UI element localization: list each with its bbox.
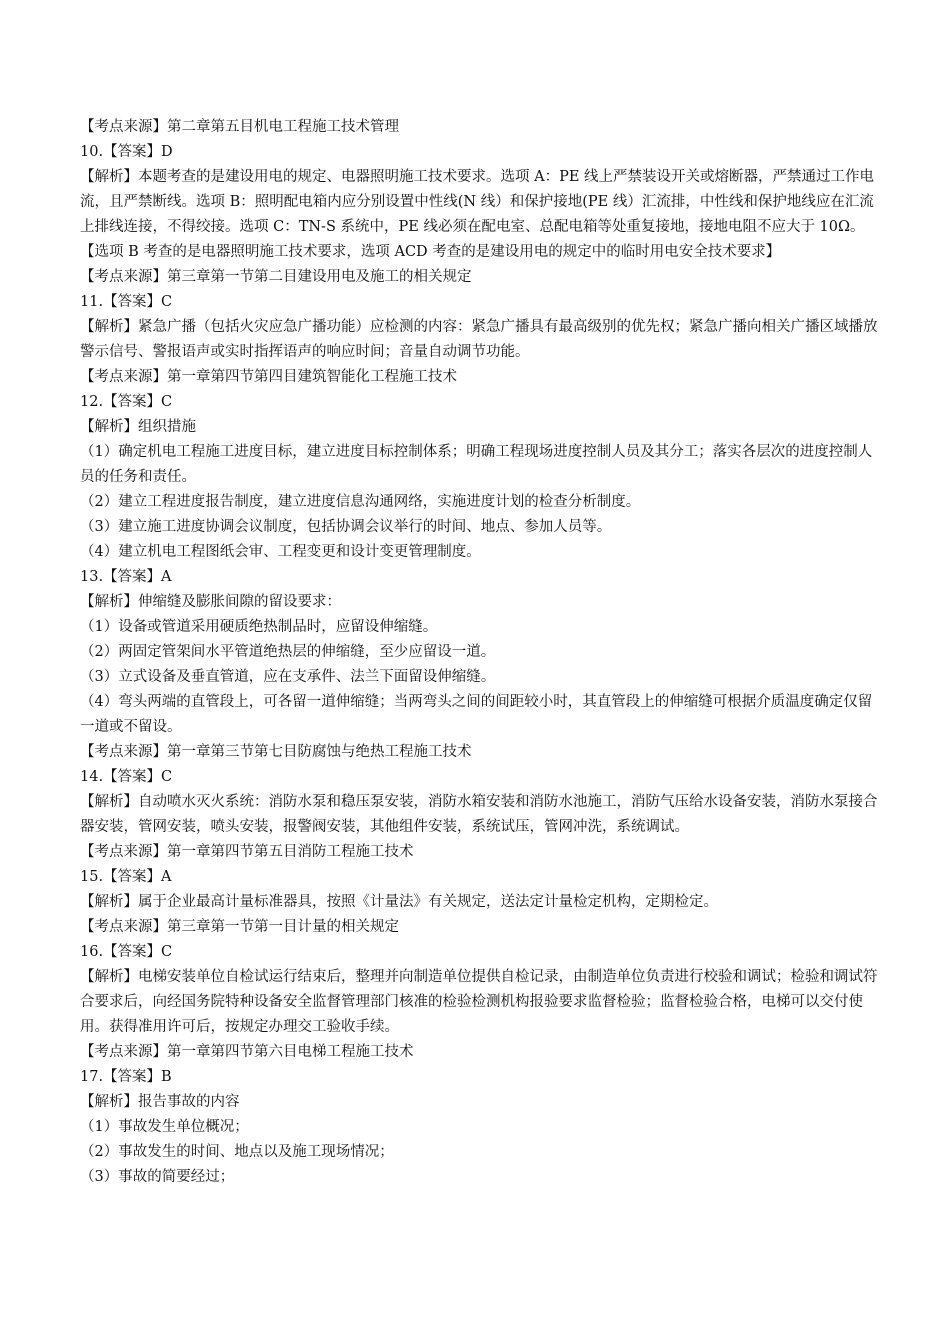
source-line: 【考点来源】第一章第三节第七目防腐蚀与绝热工程施工技术 <box>80 744 472 760</box>
analysis-paragraph: 【解析】伸缩缝及膨胀间隙的留设要求： <box>80 594 341 610</box>
list-item: （3）立式设备及垂直管道，应在支承件、法兰下面留设伸缩缝。 <box>80 669 496 685</box>
source-line: 【考点来源】第二章第五目机电工程施工技术管理 <box>80 119 399 135</box>
analysis-paragraph: 【解析】本题考查的是建设用电的规定、电器照明施工技术要求。选项 A：PE 线上严禁装设开关或熔断器，严禁通过工作电流，且严禁断线。选项 B：照明配电箱内应分别设置中性线(N 线）和保护接地(PE 线）汇流排，中性线和保护地线应在汇流上排线连接，不得绞接。选项 C：TN-S 系统中，PE 线必须在配电室、总配电箱等处重复接地，接地电阻不应大于 10Ω。【选项 B 考查的是电器照明施工技术要求，选项 ACD 考查的是建设用电的规定中的临时用电安全技术要求】 <box>80 169 875 260</box>
analysis-paragraph: 【解析】电梯安装单位自检试运行结束后，整理并向制造单位提供自检记录，由制造单位负责进行校验和调试；检验和调试符合要求后，向经国务院特种设备安全监督管理部门核准的检验检测机构报验要求监督检验；监督检验合格，电梯可以交付使用。获得准用许可后，按规定办理交工验收手续。 <box>80 969 878 1035</box>
analysis-paragraph: 【解析】组织措施 <box>80 419 196 435</box>
list-item: （1）事故发生单位概况； <box>80 1119 249 1135</box>
list-item: （3）建立施工进度协调会议制度，包括协调会议举行的时间、地点、参加人员等。 <box>80 519 612 535</box>
list-item: （4）弯头两端的直管段上，可各留一道伸缩缝；当两弯头之间的间距较小时，其直管段上的伸缩缝可根据介质温度确定仅留一道或不留设。 <box>80 694 873 735</box>
source-line: 【考点来源】第一章第四节第四目建筑智能化工程施工技术 <box>80 369 457 385</box>
list-item: （2）事故发生的时间、地点以及施工现场情况； <box>80 1144 394 1160</box>
answer-line: 11.【答案】C <box>80 294 173 310</box>
answer-line: 10.【答案】D <box>80 144 173 160</box>
source-line: 【考点来源】第一章第四节第六目电梯工程施工技术 <box>80 1044 414 1060</box>
answer-line: 17.【答案】B <box>80 1069 172 1085</box>
list-item: （1）确定机电工程施工进度目标，建立进度目标控制体系；明确工程现场进度控制人员及其分工；落实各层次的进度控制人员的任务和责任。 <box>80 444 873 485</box>
list-item: （2）两固定管架间水平管道绝热层的伸缩缝，至少应留设一道。 <box>80 644 496 660</box>
document-body <box>80 115 885 1190</box>
answer-line: 15.【答案】A <box>80 869 172 885</box>
answer-line: 14.【答案】C <box>80 769 173 785</box>
list-item: （1）设备或管道采用硬质绝热制品时，应留设伸缩缝。 <box>80 619 438 635</box>
list-item: （4）建立机电工程图纸会审、工程变更和设计变更管理制度。 <box>80 544 481 560</box>
answer-line: 13.【答案】A <box>80 569 172 585</box>
analysis-paragraph: 【解析】属于企业最高计量标准器具，按照《计量法》有关规定，送法定计量检定机构，定期检定。 <box>80 894 718 910</box>
source-line: 【考点来源】第三章第一节第二目建设用电及施工的相关规定 <box>80 269 472 285</box>
list-item: （3）事故的简要经过； <box>80 1169 235 1185</box>
analysis-paragraph: 【解析】报告事故的内容 <box>80 1094 240 1110</box>
source-line: 【考点来源】第一章第四节第五目消防工程施工技术 <box>80 844 414 860</box>
answer-line: 12.【答案】C <box>80 394 173 410</box>
source-line: 【考点来源】第三章第一节第一目计量的相关规定 <box>80 919 399 935</box>
answer-line: 16.【答案】C <box>80 944 173 960</box>
analysis-paragraph: 【解析】紧急广播（包括火灾应急广播功能）应检测的内容：紧急广播具有最高级别的优先权；紧急广播向相关广播区域播放警示信号、警报语声或实时指挥语声的响应时间；音量自动调节功能。 <box>80 319 878 360</box>
list-item: （2）建立工程进度报告制度，建立进度信息沟通网络，实施进度计划的检查分析制度。 <box>80 494 641 510</box>
analysis-paragraph: 【解析】自动喷水灭火系统：消防水泵和稳压泵安装，消防水箱安装和消防水池施工，消防气压给水设备安装，消防水泵接合器安装，管网安装，喷头安装，报警阀安装，其他组件安装，系统试压，管网冲洗，系统调试。 <box>80 794 878 835</box>
